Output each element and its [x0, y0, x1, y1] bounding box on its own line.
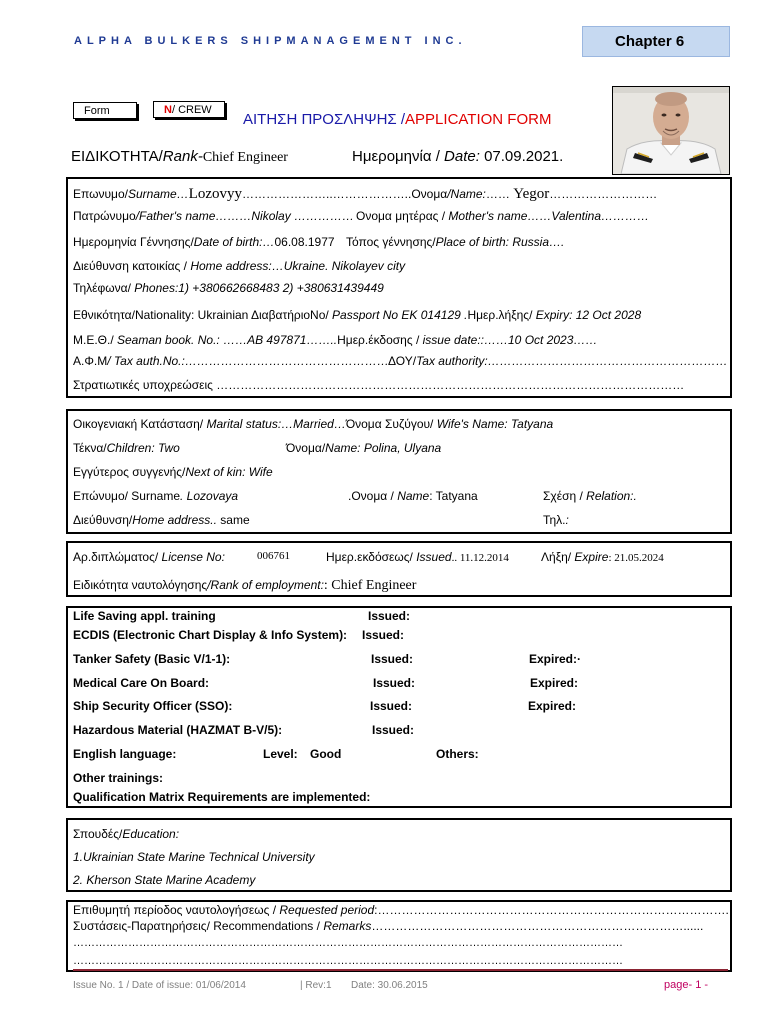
- phone-row: [73, 281, 384, 295]
- education-item-1: 1.Ukrainian State Marine Technical University: [73, 850, 315, 864]
- kin-phone-row: [543, 513, 569, 527]
- marital-row: [73, 417, 553, 431]
- mother-label: Ονομα μητέρας /: [356, 209, 449, 223]
- license-expire-value: : 21.05.2024: [608, 552, 664, 564]
- kin-phone-label: Τηλ.: [543, 513, 566, 527]
- passport-expiry-value: Expiry: 12 Oct 2028: [532, 308, 642, 322]
- license-issued-label: Ημερ.εκδόσεως/: [326, 550, 413, 564]
- relation-row: [543, 489, 637, 503]
- remarks-dots-line-1: ……………………………………………………………………………………………………………………………………: [73, 937, 623, 949]
- surname-row: [73, 186, 657, 203]
- kin-name-label-en: Name: [397, 489, 430, 503]
- education-label: Σπουδές/: [73, 827, 123, 841]
- pob-row: [346, 235, 564, 249]
- kin-value: Next of kin: Wife: [185, 465, 273, 479]
- pob-value: Place of birth: Russia….: [435, 235, 565, 249]
- license-issued-label-en: Issued: [412, 550, 452, 564]
- tanker-expired-mark: ·: [577, 652, 582, 666]
- father-row: [73, 209, 354, 223]
- license-no-row: [73, 550, 225, 564]
- date-label-en: Date:: [444, 148, 480, 165]
- rank-line: [71, 148, 288, 166]
- applicant-photo-image: [613, 87, 729, 174]
- children-names-label: Όνομα/: [286, 441, 326, 455]
- footer-date: Date: 30.06.2015: [351, 980, 428, 991]
- requested-period-row: [73, 903, 729, 917]
- marital-value: Marital status:…Married…: [203, 417, 346, 431]
- recommendations-row: [73, 919, 703, 933]
- kin-surname-label: Επώνυμο/ Surname: [73, 489, 180, 503]
- kin-name-label: .Ονομα /: [348, 489, 398, 503]
- employment-rank-value: : Chief Engineer: [323, 578, 417, 593]
- dob-label-en: Date of birth:…: [193, 235, 275, 249]
- sso-label: Ship Security Officer (SSO):: [73, 699, 233, 713]
- address-row: [73, 259, 405, 273]
- company-name: ALPHA BULKERS SHIPMANAGEMENT INC.: [74, 35, 467, 47]
- medical-issued: Issued:: [373, 676, 416, 690]
- surname-label-en: Surname…: [127, 187, 189, 201]
- children-value: Children: Two: [106, 441, 180, 455]
- license-expire-row: [541, 550, 664, 564]
- hazmat-label: Hazardous Material (HAZMAT B-V/5):: [73, 723, 283, 737]
- rank-label: ΕΙΔΙΚΟΤΗΤΑ/: [71, 148, 163, 165]
- crew-button[interactable]: [153, 101, 225, 118]
- military-dots: ………………………………………………………………………………………………………: [216, 378, 685, 392]
- crew-button-label: / CREW: [171, 104, 212, 116]
- kin-surname-value: . Lozovaya: [180, 489, 239, 503]
- license-no-label-en: License No:: [158, 550, 225, 564]
- other-trainings-label: Other trainings:: [73, 771, 164, 785]
- dob-row: [73, 235, 335, 249]
- afm-value: / Tax auth.No.:……………………………………………: [107, 354, 389, 368]
- license-no-value: 006761: [257, 550, 290, 562]
- kin-phone-value: :: [565, 513, 569, 527]
- passport-value: Passport No EK 014129 .: [328, 308, 468, 322]
- father-value: /Father's name………Nikolay ……………: [135, 209, 355, 223]
- lifesaving-label: Life Saving appl. training: [73, 609, 216, 623]
- nationality-label: Εθνικότητα/: [73, 308, 135, 322]
- kin-name-value: : Tatyana: [429, 489, 478, 503]
- title-english: APPLICATION FORM: [405, 111, 552, 128]
- requested-period-label-en: Requested period: [279, 903, 375, 917]
- license-issued-value: .. 11.12.2014: [451, 552, 509, 564]
- others-label: Others:: [436, 747, 479, 761]
- employment-rank-label-en: /Rank of employment:: [207, 578, 324, 592]
- mother-value: Mother's name……Valentina…………: [448, 209, 650, 223]
- seaman-book-value: Seaman book. No.: ……AB 497871……..: [113, 333, 338, 347]
- seaman-issue-label: Ημερ.έκδοσης /: [337, 333, 423, 347]
- tanker-expired: [529, 652, 581, 666]
- kin-address-label: Διεύθυνση/: [73, 513, 133, 527]
- kin-address-label-en: Home address..: [132, 513, 217, 527]
- ecdis-issued: Issued:: [362, 628, 405, 642]
- medical-label: Medical Care On Board:: [73, 676, 210, 690]
- name-label-en: /Name:: [447, 187, 486, 201]
- children-label: Τέκνα/: [73, 441, 107, 455]
- education-row: [73, 827, 179, 841]
- children-names-row: [286, 441, 441, 455]
- name-dots: ……: [485, 187, 514, 201]
- phone-value: Phones:1) +380662668483 2) +380631439449: [130, 281, 384, 295]
- lifesaving-issued: Issued:: [368, 609, 411, 623]
- spouse-value: Wife's Name: Tatyana: [433, 417, 554, 431]
- applicant-photo: [612, 86, 730, 175]
- military-label: Στρατιωτικές υποχρεώσεις: [73, 378, 217, 392]
- kin-address-value: same: [216, 513, 250, 527]
- english-level-value: Good: [310, 747, 342, 761]
- doy-value: Tax authority:……………………………………………………: [416, 354, 728, 368]
- passport-row: [251, 308, 641, 322]
- surname-label: Επωνυμο/: [73, 187, 128, 201]
- spouse-label: Όνομα Συζύγου/: [345, 417, 434, 431]
- footer-rev: | Rev:1: [300, 980, 332, 991]
- crew-button-n: N: [164, 104, 172, 116]
- doy-row: [388, 354, 728, 368]
- education-item-2: 2. Kherson State Marine Academy: [73, 873, 256, 887]
- relation-value: Relation:.: [586, 489, 637, 503]
- license-expire-label: Λήξη/: [541, 550, 572, 564]
- hazmat-issued: Issued:: [372, 723, 415, 737]
- date-value: 07.09.2021.: [484, 148, 564, 165]
- license-issued-row: [326, 550, 509, 564]
- recommendations-label-en: Recommendations /: [209, 919, 324, 933]
- english-label: English language:: [73, 747, 177, 761]
- ecdis-label: ECDIS (Electronic Chart Display & Info System):: [73, 628, 348, 642]
- phone-label: Τηλέφωνα/: [73, 281, 131, 295]
- form-title: [243, 111, 551, 128]
- dob-label: Ημερομηνία Γέννησης/: [73, 235, 194, 249]
- relation-label: Σχέση /: [543, 489, 587, 503]
- passport-expiry-label: Ημερ.λήξης/: [467, 308, 533, 322]
- mother-row: [356, 209, 649, 223]
- seaman-book-row: [73, 333, 597, 347]
- sso-expired: Expired:: [528, 699, 577, 713]
- surname-dots: …………………..………………..: [242, 187, 412, 201]
- employment-rank-label: Ειδικότητα ναυτολόγησης: [73, 578, 208, 592]
- requested-period-dots: :…………………………………………………………………………….: [374, 903, 729, 917]
- tax-row: [73, 354, 389, 368]
- qualification-matrix-label: Qualification Matrix Requirements are implemented:: [73, 790, 371, 804]
- rank-value: Chief Engineer: [202, 150, 288, 165]
- nationality-row: [73, 308, 248, 322]
- address-value: Home address:…Ukraine. Nikolayev city: [190, 259, 406, 273]
- date-line: [352, 148, 563, 165]
- pob-label: Τόπος γέννησης/: [346, 235, 436, 249]
- military-row: [73, 378, 684, 392]
- tanker-issued: Issued:: [371, 652, 414, 666]
- title-greek: ΑΙΤΗΣΗ ΠΡΟΣΛΗΨΗΣ /: [243, 111, 406, 128]
- page-number: page- 1 -: [664, 979, 709, 991]
- recommendations-label: Συστάσεις-Παρατηρήσεις/: [73, 919, 210, 933]
- footer-issue: Issue No. 1 / Date of issue: 01/06/2014: [73, 980, 246, 991]
- name-trail: ………………………: [549, 187, 658, 201]
- father-label: Πατρώνυμο: [73, 209, 136, 223]
- education-label-en: Education:: [122, 827, 180, 841]
- kin-name-row: [348, 489, 478, 503]
- children-row: [73, 441, 180, 455]
- kin-surname-row: [73, 489, 238, 503]
- form-button[interactable]: Form: [73, 102, 137, 119]
- name-label: Ονομα: [411, 187, 448, 201]
- seaman-book-label: Μ.Ε.Θ./: [73, 333, 114, 347]
- doy-label: ΔΟΥ/: [388, 354, 417, 368]
- name-value: Yegor: [513, 186, 550, 202]
- english-level-label: Level:: [263, 747, 298, 761]
- license-no-label: Αρ.διπλώματος/: [73, 550, 159, 564]
- nationality-value: Nationality: Ukrainian: [134, 308, 249, 322]
- footer-divider: [73, 969, 728, 971]
- remarks-label: Remarks: [323, 919, 372, 933]
- chapter-label: Chapter 6: [615, 33, 685, 50]
- marital-label: Οικογενιακή Κατάσταση/: [73, 417, 204, 431]
- date-label: Ημερομηνία /: [352, 148, 445, 165]
- requested-period-label: Επιθυμητή περίοδος ναυτολογήσεως /: [73, 903, 280, 917]
- surname-value: Lozovyy: [188, 186, 242, 202]
- tanker-label: Tanker Safety (Basic V/1-1):: [73, 652, 231, 666]
- passport-label: ΔιαβατήριοNo/: [251, 308, 329, 322]
- sso-issued: Issued:: [370, 699, 413, 713]
- recommendations-dots: ……………………………………………………………………......: [371, 919, 704, 933]
- seaman-issue-value: issue date::……10 Oct 2023……: [422, 333, 598, 347]
- license-expire-label-en: Expire: [571, 550, 609, 564]
- kin-label: Εγγύτερος συγγενής/: [73, 465, 186, 479]
- tanker-expired-label: Expired:: [529, 652, 578, 666]
- afm-label: Α.Φ.Μ: [73, 354, 108, 368]
- employment-rank-row: [73, 578, 416, 594]
- children-names-value: Name: Polina, Ulyana: [325, 441, 442, 455]
- kin-row: [73, 465, 273, 479]
- dob-value: 06.08.1977: [274, 235, 335, 249]
- remarks-dots-line-2: ……………………………………………………………………………………………………………………………………: [73, 955, 623, 967]
- address-label: Διεύθυνση κατοικίας /: [73, 259, 191, 273]
- kin-address-row: [73, 513, 250, 527]
- medical-expired: Expired:: [530, 676, 579, 690]
- rank-label-en: Rank-: [162, 148, 203, 165]
